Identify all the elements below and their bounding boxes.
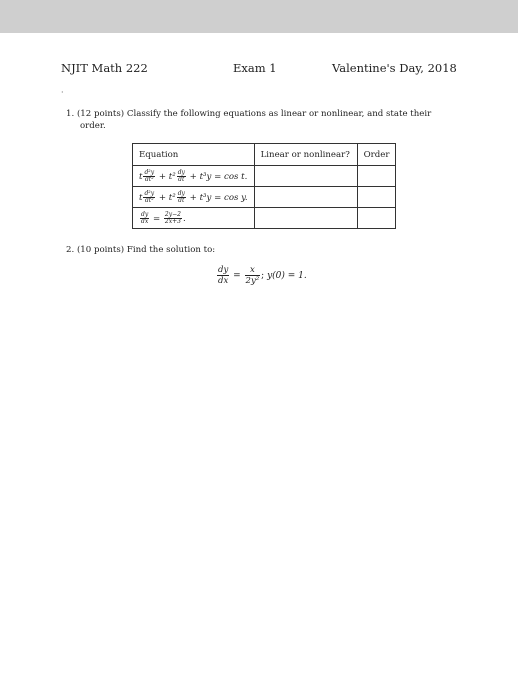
problem-1 (66, 108, 452, 132)
classification-table (132, 143, 396, 229)
column-header-linearity: Linear or nonlinear? (254, 144, 357, 166)
order-answer-cell (357, 208, 396, 229)
problem-2-points: (10 points) (76, 245, 125, 255)
column-header-order: Order (357, 144, 396, 166)
course-title: NJIT Math 222 (61, 61, 148, 75)
equation-cell-3: $\frac{dy}{dx}$ = $\frac{2y-2}{2x+3}$ . (133, 208, 255, 229)
column-header-equation: Equation (133, 144, 255, 166)
linearity-answer-cell (254, 187, 357, 208)
problem-2-text: Find the solution to: (126, 245, 216, 255)
equation-cell-2: t $\frac{\text{d²y}}{\text{dt²}}$ + t² $\frac{dy}{dt}$ + t³y = cos y. (133, 187, 255, 208)
linearity-answer-cell (254, 166, 357, 187)
equation-cell-1: t $\frac{\text{d²y}}{\text{dt²}}$ + t² $\frac{dy}{dt}$ + t³y = cos t. (133, 166, 255, 187)
problem-2-number: 2. (66, 245, 75, 255)
table-row (133, 208, 396, 229)
order-answer-cell (357, 187, 396, 208)
table-row (133, 187, 396, 208)
equation-2-tail: + t³y = cos y. (189, 192, 248, 203)
problem-1-text-cont: order. (80, 121, 106, 131)
problem-1-text: Classify the following equations as linear or nonlinear, and state their (126, 109, 432, 119)
viewer-top-bar (0, 0, 518, 33)
table-row (133, 166, 396, 187)
equation-1-tail: + t³y = cos t. (189, 171, 248, 182)
problem-1-points: (12 points) (76, 109, 125, 119)
document-page (0, 33, 518, 700)
linearity-answer-cell (254, 208, 357, 229)
problem-1-number: 1. (66, 109, 75, 119)
order-answer-cell (357, 166, 396, 187)
exam-date: Valentine's Day, 2018 (332, 61, 457, 75)
initial-condition: y(0) = 1. (267, 271, 307, 281)
table-header-row (133, 144, 396, 166)
ode-equation: $\frac{dy}{dx}$ = $\frac{x}{\text{2y²}}$ ; y(0) = 1. (218, 265, 307, 286)
stray-mark: · (61, 88, 64, 97)
exam-title: Exam 1 (233, 61, 277, 75)
problem-2 (66, 244, 452, 256)
